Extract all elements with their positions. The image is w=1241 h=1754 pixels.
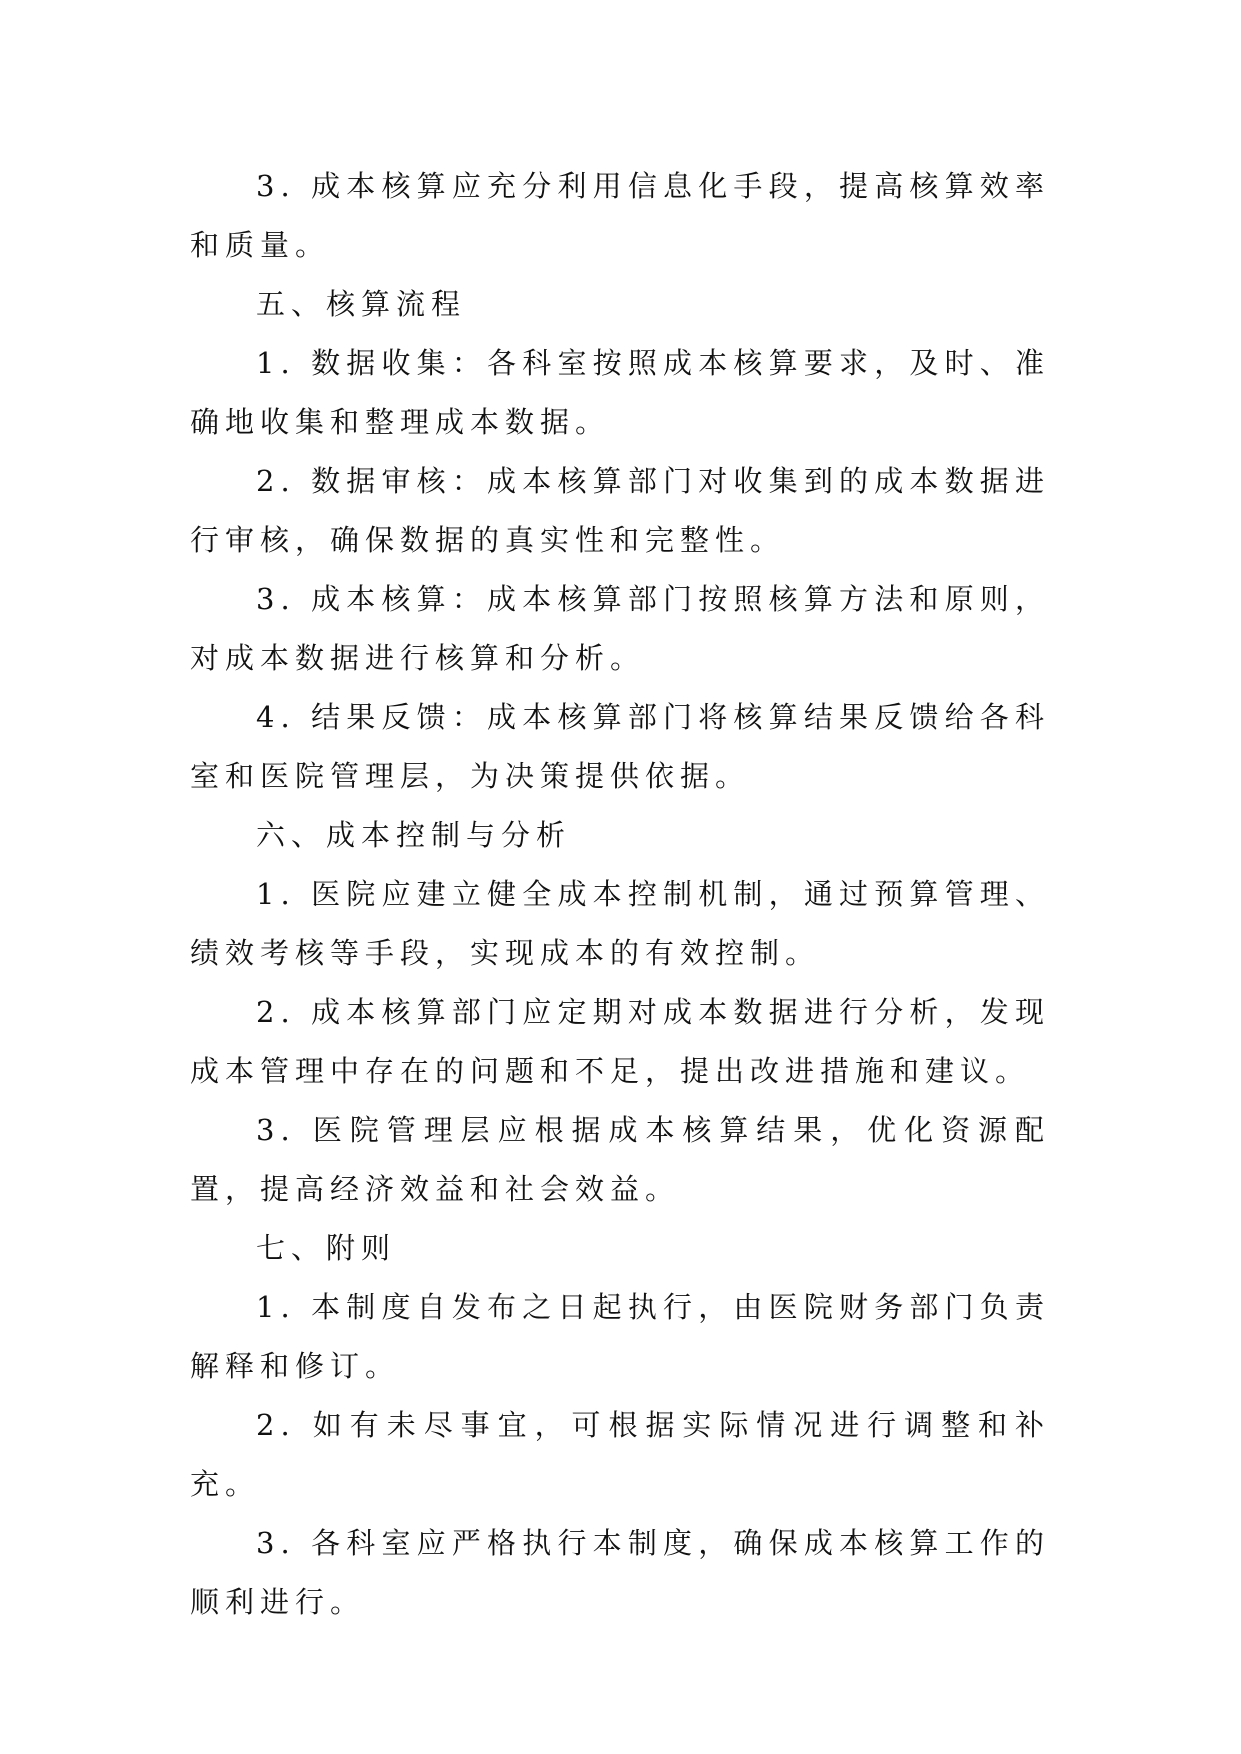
paragraph: 2. 成本核算部门应定期对成本数据进行分析，发现成本管理中存在的问题和不足，提出改进措施和建议。 xyxy=(190,995,1050,1088)
paragraph: 4. 结果反馈：成本核算部门将核算结果反馈给各科室和医院管理层，为决策提供依据。 xyxy=(190,700,1050,793)
paragraph: 2. 如有未尽事宜，可根据实际情况进行调整和补充。 xyxy=(190,1408,1050,1501)
paragraph: 1. 医院应建立健全成本控制机制，通过预算管理、绩效考核等手段，实现成本的有效控制。 xyxy=(190,877,1050,970)
paragraph: 2. 数据审核：成本核算部门对收集到的成本数据进行审核，确保数据的真实性和完整性。 xyxy=(190,464,1050,557)
document-body xyxy=(190,157,1050,1632)
paragraph: 1. 本制度自发布之日起执行，由医院财务部门负责解释和修订。 xyxy=(190,1290,1050,1383)
paragraph: 1. 数据收集：各科室按照成本核算要求，及时、准确地收集和整理成本数据。 xyxy=(190,346,1050,439)
section-heading: 七、附则 xyxy=(256,1231,397,1265)
paragraph: 3. 各科室应严格执行本制度，确保成本核算工作的顺利进行。 xyxy=(190,1526,1050,1619)
paragraph: 3. 医院管理层应根据成本核算结果，优化资源配置，提高经济效益和社会效益。 xyxy=(190,1113,1050,1206)
paragraph: 3. 成本核算应充分利用信息化手段，提高核算效率和质量。 xyxy=(190,169,1050,262)
section-heading: 五、核算流程 xyxy=(256,287,467,321)
paragraph: 3. 成本核算：成本核算部门按照核算方法和原则，对成本数据进行核算和分析。 xyxy=(190,582,1050,675)
section-heading: 六、成本控制与分析 xyxy=(256,818,572,852)
